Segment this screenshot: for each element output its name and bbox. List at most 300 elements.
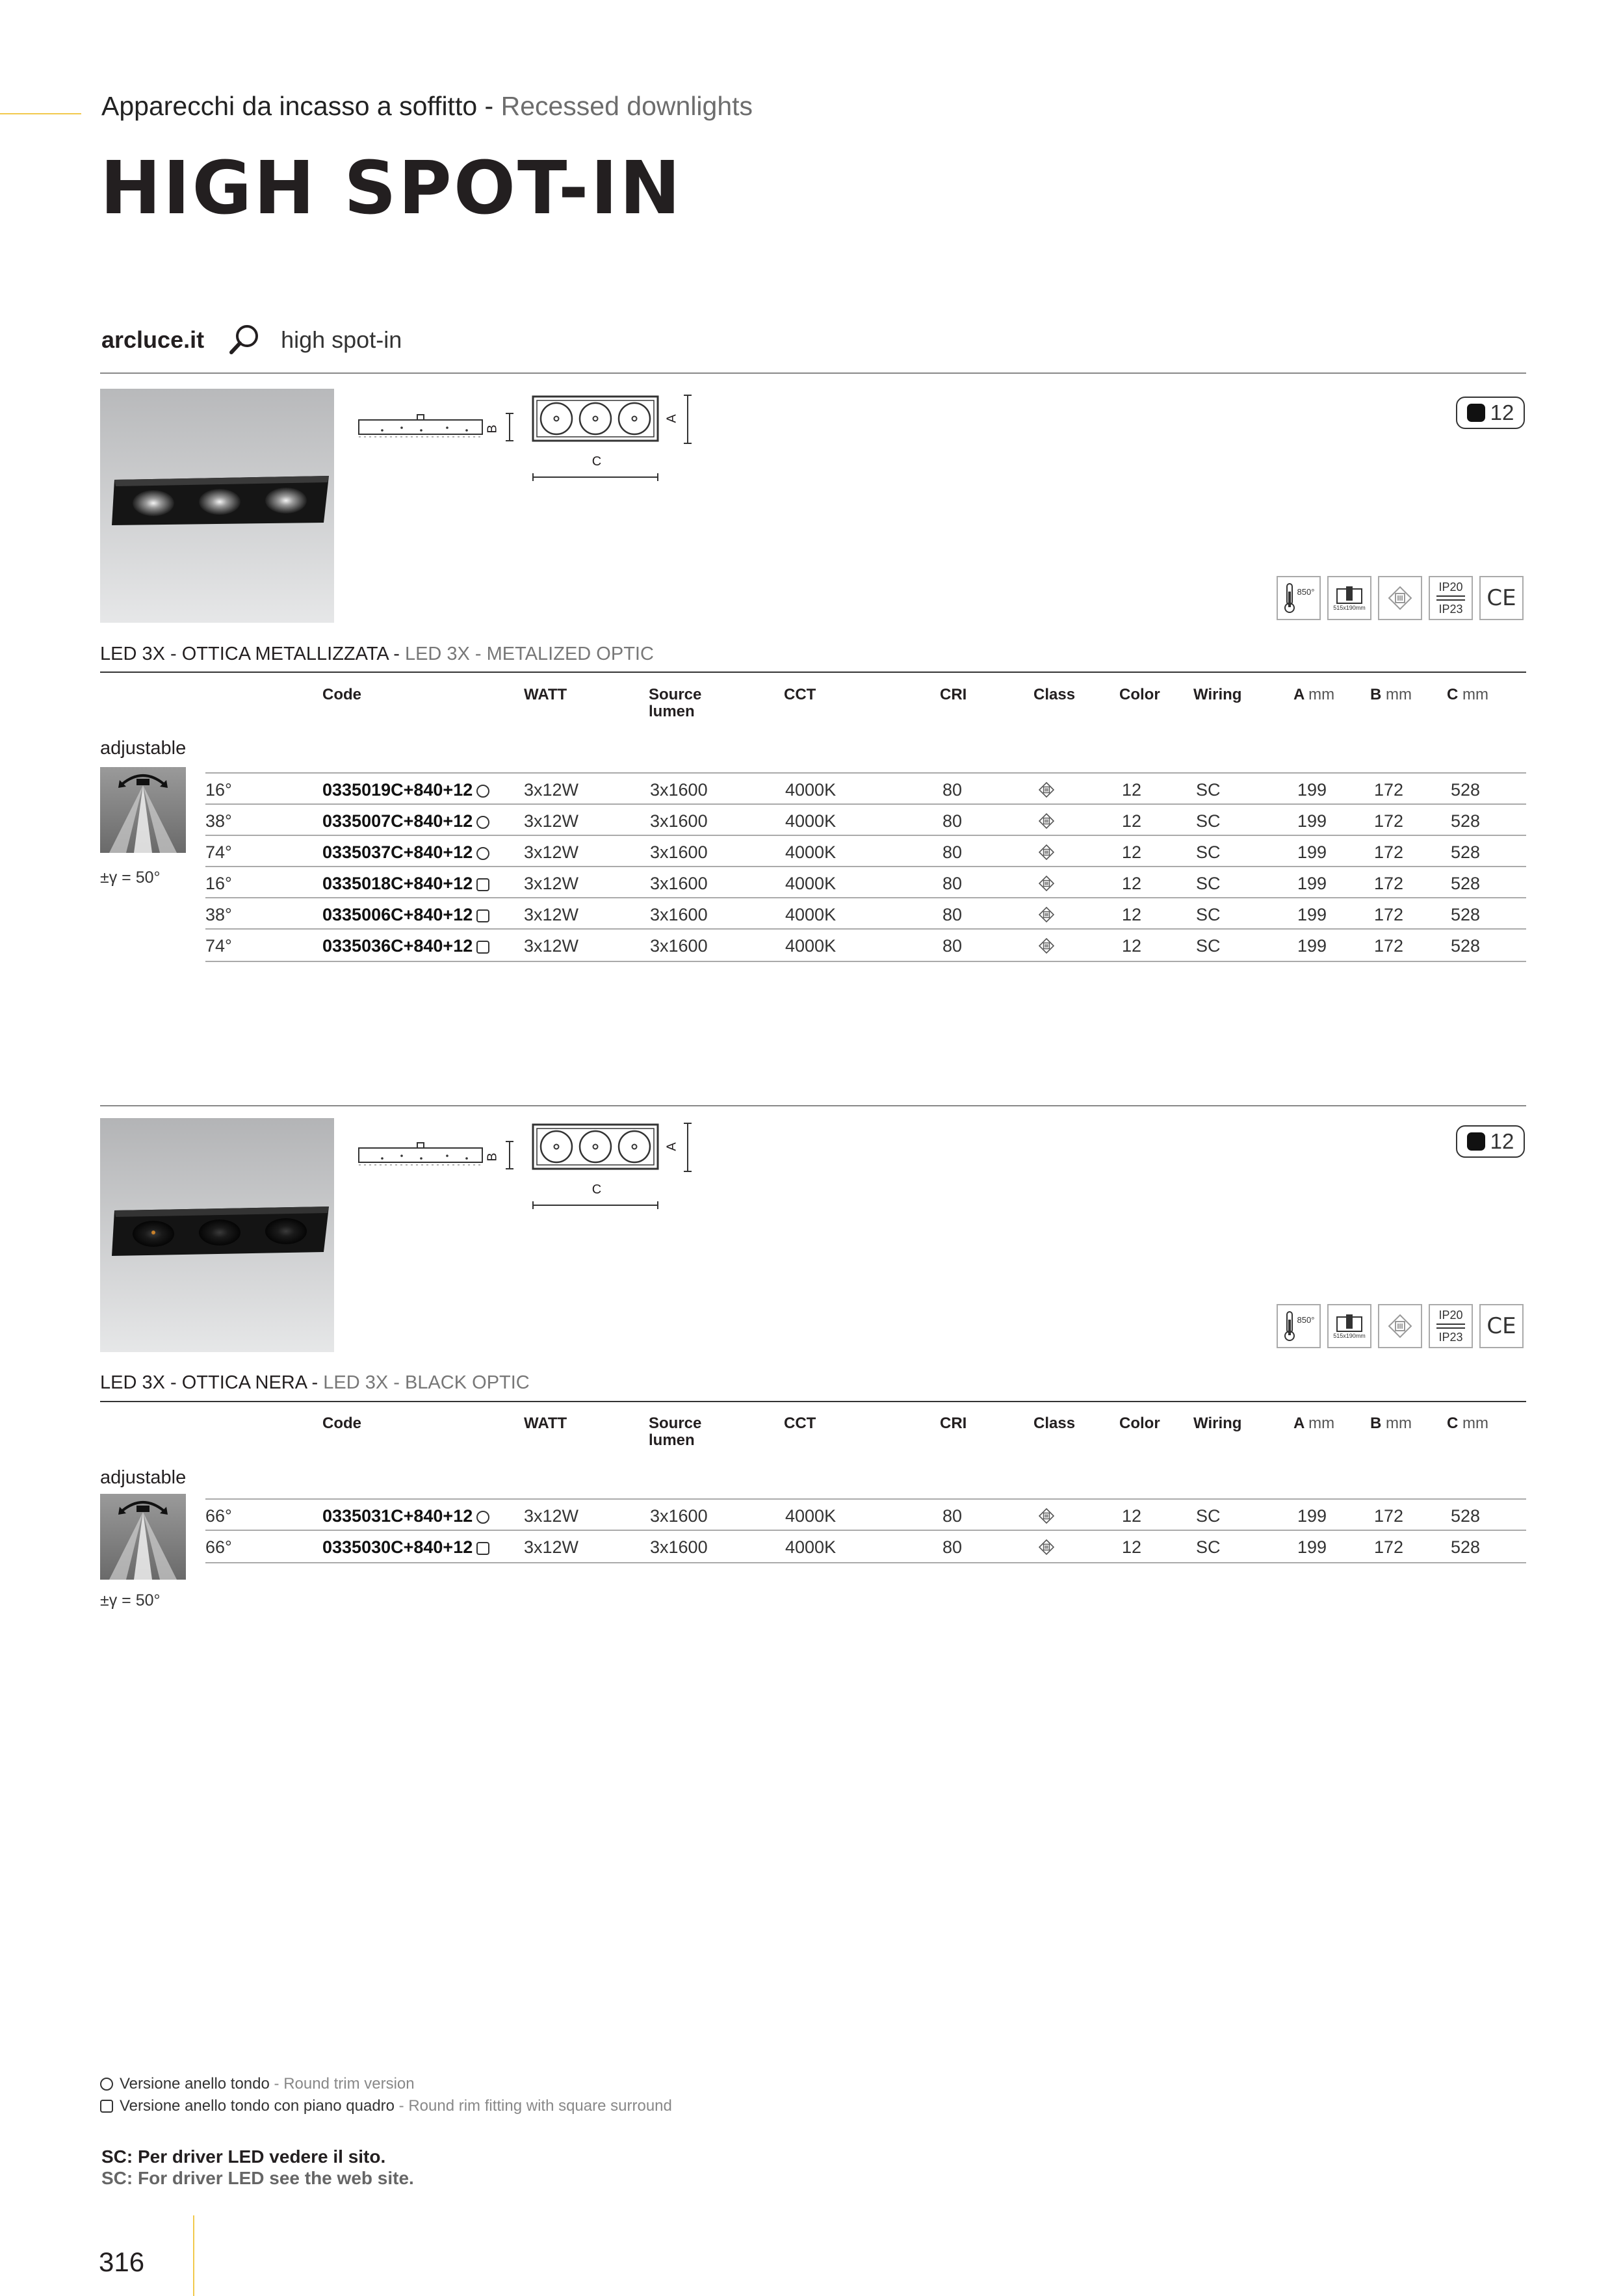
cell-watt (524, 811, 578, 831)
col-wiring: Wiring (1193, 686, 1242, 703)
round-trim-icon (476, 785, 489, 798)
cell-wiring (1196, 874, 1221, 894)
cell-watt (524, 842, 578, 863)
cell-wiring (1196, 811, 1221, 831)
table-row (205, 835, 1526, 867)
cell-lumen-text: 3x1600 (650, 1506, 708, 1526)
cell-code (322, 780, 489, 800)
cell-code-text: 0335031C+840+12 (322, 1506, 473, 1526)
temp-label: 850° (1297, 586, 1315, 597)
cell-code-text: 0335036C+840+12 (322, 936, 473, 956)
cell-cri (942, 936, 962, 956)
col-source-l1: Source (649, 686, 702, 703)
cell-angle-text: 38° (205, 905, 232, 924)
cell-a (1297, 1506, 1327, 1526)
col-source-l2: lumen (649, 1431, 695, 1449)
col-b (1370, 1415, 1412, 1432)
cell-wiring (1196, 936, 1221, 956)
cell-angle (205, 874, 232, 894)
cell-cri (942, 780, 962, 800)
legend-square-en: Round rim fitting with square surround (408, 2097, 672, 2115)
cell-cri (942, 1537, 962, 1558)
cell-c-text: 528 (1451, 1506, 1481, 1526)
divider (100, 1105, 1526, 1106)
table-row (205, 1498, 1526, 1531)
cell-c-text: 528 (1451, 874, 1481, 893)
cell-a-text: 199 (1297, 780, 1327, 800)
cell-lumen-text: 3x1600 (650, 905, 708, 924)
cell-watt (524, 780, 578, 800)
section-title-it: LED 3X - OTTICA METALLIZZATA (100, 644, 389, 664)
cell-color (1122, 936, 1141, 956)
col-source-l2: lumen (649, 703, 695, 720)
category-sep: - (477, 91, 501, 121)
note-it: SC: Per driver LED vedere il sito. (101, 2146, 386, 2167)
cell-c (1451, 874, 1480, 894)
cell-cct (785, 1506, 836, 1526)
cell-cri-text: 80 (942, 936, 963, 956)
legend-square (100, 2097, 672, 2115)
table-row (205, 866, 1526, 898)
cell-wiring-text: SC (1196, 811, 1221, 831)
round-trim-icon (476, 847, 489, 860)
col-c-label: C (1447, 1415, 1459, 1432)
cell-cri (942, 842, 962, 863)
cell-lumen-text: 3x1600 (650, 780, 708, 800)
cell-code-text: 0335037C+840+12 (322, 842, 473, 862)
dim-label-b: B (485, 424, 500, 434)
section-title-sep: - (388, 644, 405, 664)
cell-lumen (650, 780, 708, 800)
cell-watt (524, 1537, 578, 1558)
color-badge (1456, 1125, 1525, 1158)
cell-code-text: 0335030C+840+12 (322, 1537, 473, 1557)
cell-code (322, 905, 489, 925)
cell-watt (524, 936, 578, 956)
col-class: Class (1033, 686, 1076, 703)
cell-angle (205, 842, 232, 863)
section-title-sep: - (306, 1372, 324, 1393)
cell-watt-text: 3x12W (524, 842, 579, 862)
cell-code (322, 1537, 489, 1558)
cell-a-text: 199 (1297, 936, 1327, 956)
square-trim-icon (100, 2100, 113, 2113)
cell-code (322, 874, 489, 894)
cell-a (1297, 905, 1327, 925)
gamma-label: ±γ = 50° (100, 868, 161, 887)
cell-b-text: 172 (1374, 780, 1404, 800)
cell-a (1297, 874, 1327, 894)
cell-watt-text: 3x12W (524, 811, 579, 831)
cell-color-text: 12 (1122, 1506, 1142, 1526)
cell-angle (205, 905, 232, 925)
cell-c-text: 528 (1451, 905, 1481, 924)
cell-color (1122, 874, 1141, 894)
cutout-icon (1327, 1304, 1371, 1348)
dim-label-b: B (485, 1153, 500, 1162)
col-watt: WATT (524, 1415, 567, 1432)
ip-bottom: IP23 (1438, 603, 1463, 616)
temp-label: 850° (1297, 1314, 1315, 1325)
color-badge (1456, 397, 1525, 429)
cell-watt-text: 3x12W (524, 936, 579, 956)
cell-color-text: 12 (1122, 874, 1142, 893)
cell-cri-text: 80 (942, 842, 963, 862)
col-c (1447, 1415, 1488, 1432)
legend-round-sep: - (269, 2075, 284, 2093)
cell-b-text: 172 (1374, 874, 1404, 893)
cell-cri-text: 80 (942, 874, 963, 893)
ip-bottom: IP23 (1438, 1331, 1463, 1344)
cutout-size: 515x190mm (1333, 1333, 1366, 1339)
cell-cct-text: 4000K (785, 1506, 837, 1526)
cell-cct-text: 4000K (785, 780, 837, 800)
table-row (205, 772, 1526, 805)
cell-color (1122, 842, 1141, 863)
thermometer-icon (1277, 576, 1321, 620)
col-cct: CCT (784, 1415, 816, 1432)
cell-wiring-text: SC (1196, 780, 1221, 800)
cell-wiring-text: SC (1196, 842, 1221, 862)
cell-watt-text: 3x12W (524, 1537, 579, 1557)
cell-a (1297, 780, 1327, 800)
cell-lumen (650, 811, 708, 831)
cell-lumen (650, 1537, 708, 1558)
dimension-drawing (356, 1122, 694, 1213)
section-title-en: LED 3X - METALIZED OPTIC (404, 644, 654, 664)
cell-b (1374, 1537, 1403, 1558)
cell-a-text: 199 (1297, 905, 1327, 924)
cell-color-text: 12 (1122, 1537, 1142, 1557)
cell-a-text: 199 (1297, 874, 1327, 893)
ip-divider (1436, 595, 1465, 601)
square-trim-icon (476, 1542, 489, 1555)
cell-lumen (650, 874, 708, 894)
cell-c-text: 528 (1451, 842, 1481, 862)
col-b-label: B (1370, 1415, 1382, 1432)
square-trim-icon (476, 878, 489, 891)
col-c-label: C (1447, 686, 1459, 703)
beam-adjust-icon (100, 1494, 186, 1580)
ip-rating-icon (1429, 1304, 1473, 1348)
category-en: Recessed downlights (500, 91, 753, 121)
col-cri: CRI (940, 1415, 967, 1432)
class-icon (1378, 1304, 1422, 1348)
cell-a-text: 199 (1297, 1537, 1327, 1557)
ip-top: IP20 (1438, 581, 1463, 594)
legend-square-sep: - (395, 2097, 409, 2115)
class-icon (1039, 813, 1054, 829)
accent-line (0, 113, 81, 114)
section-title-en: LED 3X - BLACK OPTIC (323, 1372, 530, 1393)
cell-color-text: 12 (1122, 780, 1142, 800)
thermometer-icon (1277, 1304, 1321, 1348)
ce-mark-icon: CE (1479, 576, 1524, 620)
cell-a-text: 199 (1297, 842, 1327, 862)
section-title (100, 644, 654, 665)
section-title-it: LED 3X - OTTICA NERA (100, 1372, 307, 1393)
col-code: Code (322, 1415, 361, 1432)
table-row (205, 803, 1526, 836)
cell-angle-text: 16° (205, 874, 232, 893)
cell-c (1451, 1506, 1480, 1526)
cell-cct (785, 936, 836, 956)
cell-b (1374, 811, 1403, 831)
cell-wiring-text: SC (1196, 1537, 1221, 1557)
product-photo (100, 1118, 334, 1352)
cell-lumen-text: 3x1600 (650, 842, 708, 862)
cell-b (1374, 936, 1403, 956)
cell-watt-text: 3x12W (524, 780, 579, 800)
cell-wiring (1196, 780, 1221, 800)
product-photo (100, 389, 334, 623)
ip-rating-icon (1429, 576, 1473, 620)
cell-angle (205, 1506, 232, 1526)
col-cri: CRI (940, 686, 967, 703)
cell-lumen-text: 3x1600 (650, 1537, 708, 1557)
cell-b (1374, 874, 1403, 894)
col-source-l1: Source (649, 1415, 702, 1432)
round-trim-icon (100, 2078, 113, 2091)
search-keyword[interactable]: high spot-in (281, 326, 402, 353)
col-color: Color (1119, 686, 1160, 703)
cell-cri-text: 80 (942, 780, 963, 800)
col-b (1370, 686, 1412, 703)
cell-color-text: 12 (1122, 905, 1142, 924)
cell-code (322, 811, 489, 831)
col-source (649, 1415, 701, 1449)
col-c (1447, 686, 1488, 703)
cell-color (1122, 1506, 1141, 1526)
cell-lumen (650, 936, 708, 956)
cell-wiring-text: SC (1196, 1506, 1221, 1526)
page-number-accent (193, 2215, 194, 2296)
cell-a (1297, 936, 1327, 956)
col-watt: WATT (524, 686, 567, 703)
cell-wiring (1196, 1537, 1221, 1558)
cell-code-text: 0335007C+840+12 (322, 811, 473, 831)
dimension-drawing (356, 394, 694, 485)
class-icon (1039, 876, 1054, 891)
square-trim-icon (476, 909, 489, 922)
cell-cri (942, 1506, 962, 1526)
certification-icons (1277, 1304, 1524, 1348)
cell-cct (785, 1537, 836, 1558)
class-icon (1039, 782, 1054, 798)
gamma-label: ±γ = 50° (100, 1591, 161, 1610)
cell-a-text: 199 (1297, 1506, 1327, 1526)
col-wiring: Wiring (1193, 1415, 1242, 1432)
cell-code (322, 936, 489, 956)
beam-adjust-icon (100, 767, 186, 853)
col-source (649, 686, 701, 720)
cell-wiring-text: SC (1196, 905, 1221, 924)
cell-cct-text: 4000K (785, 874, 837, 893)
cell-lumen-text: 3x1600 (650, 811, 708, 831)
cell-lumen-text: 3x1600 (650, 874, 708, 893)
cell-cct (785, 780, 836, 800)
cell-c (1451, 780, 1480, 800)
cell-cct (785, 874, 836, 894)
cutout-size: 515x190mm (1333, 605, 1366, 611)
color-number: 12 (1490, 1129, 1514, 1153)
cell-c (1451, 936, 1480, 956)
cell-angle-text: 38° (205, 811, 232, 831)
cell-wiring-text: SC (1196, 936, 1221, 956)
cell-c-text: 528 (1451, 811, 1481, 831)
cell-cct (785, 905, 836, 925)
cell-c-text: 528 (1451, 1537, 1481, 1557)
cell-wiring (1196, 1506, 1221, 1526)
cell-code (322, 842, 489, 863)
col-color: Color (1119, 1415, 1160, 1432)
cell-lumen (650, 1506, 708, 1526)
ip-top: IP20 (1438, 1309, 1463, 1322)
search-icon[interactable] (227, 323, 261, 357)
page-number: 316 (99, 2247, 145, 2277)
cell-cri (942, 874, 962, 894)
cell-b-text: 172 (1374, 1506, 1404, 1526)
cell-cri-text: 80 (942, 1506, 963, 1526)
cell-code-text: 0335006C+840+12 (322, 905, 473, 924)
col-b-unit: mm (1386, 686, 1412, 703)
cell-b (1374, 1506, 1403, 1526)
col-a-unit: mm (1308, 686, 1335, 703)
cell-c (1451, 811, 1480, 831)
cell-code (322, 1506, 489, 1526)
class-icon (1039, 938, 1054, 954)
cell-lumen (650, 905, 708, 925)
col-a-unit: mm (1308, 1415, 1335, 1432)
table-header (100, 686, 1526, 725)
cell-color-text: 12 (1122, 936, 1142, 956)
class-icon (1039, 844, 1054, 860)
class-icon (1039, 907, 1054, 922)
class-icon (1378, 576, 1422, 620)
cell-watt-text: 3x12W (524, 1506, 579, 1526)
table-row (205, 928, 1526, 962)
legend-round-it: Versione anello tondo (120, 2075, 270, 2093)
dim-label-c: C (591, 1182, 602, 1197)
cell-a (1297, 811, 1327, 831)
site-link[interactable]: arcluce.it (101, 326, 205, 353)
cell-c-text: 528 (1451, 936, 1481, 956)
cell-b (1374, 905, 1403, 925)
cell-cct-text: 4000K (785, 936, 837, 956)
col-code: Code (322, 686, 361, 703)
class-icon (1039, 1539, 1054, 1555)
cell-cct-text: 4000K (785, 811, 837, 831)
section-title (100, 1372, 530, 1394)
cell-b (1374, 780, 1403, 800)
cell-code-text: 0335019C+840+12 (322, 780, 473, 800)
category-it: Apparecchi da incasso a soffitto (101, 91, 478, 121)
cell-wiring-text: SC (1196, 874, 1221, 893)
col-a (1293, 1415, 1334, 1432)
cell-cct-text: 4000K (785, 1537, 837, 1557)
cell-watt (524, 1506, 578, 1526)
cell-b-text: 172 (1374, 842, 1404, 862)
dim-label-a: A (664, 1142, 679, 1151)
page-title: HIGH SPOT-IN (100, 146, 682, 231)
cell-cri (942, 905, 962, 925)
square-trim-icon (476, 941, 489, 954)
cell-b-text: 172 (1374, 905, 1404, 924)
cell-lumen-text: 3x1600 (650, 936, 708, 956)
cell-c-text: 528 (1451, 780, 1481, 800)
table-row (205, 1530, 1526, 1563)
note-en: SC: For driver LED see the web site. (101, 2168, 414, 2188)
adjustable-label: adjustable (100, 1467, 187, 1488)
color-number: 12 (1490, 400, 1514, 424)
cell-watt-text: 3x12W (524, 905, 579, 924)
cell-angle-text: 16° (205, 780, 232, 800)
cell-wiring (1196, 842, 1221, 863)
cell-c (1451, 905, 1480, 925)
cell-angle (205, 936, 232, 956)
cell-b-text: 172 (1374, 1537, 1404, 1557)
cell-watt-text: 3x12W (524, 874, 579, 893)
dim-label-a: A (664, 414, 679, 423)
table-top-rule (100, 672, 1526, 673)
dim-label-c: C (591, 454, 602, 469)
cell-wiring (1196, 905, 1221, 925)
cell-cri-text: 80 (942, 1537, 963, 1557)
cell-cri-text: 80 (942, 811, 963, 831)
cell-angle-text: 66° (205, 1506, 232, 1526)
col-b-label: B (1370, 686, 1382, 703)
cell-watt (524, 874, 578, 894)
divider (100, 372, 1526, 374)
cell-c (1451, 842, 1480, 863)
cell-cri (942, 811, 962, 831)
certification-icons (1277, 576, 1524, 620)
cutout-icon (1327, 576, 1371, 620)
table-row (205, 897, 1526, 930)
cell-cct (785, 811, 836, 831)
cell-b-text: 172 (1374, 811, 1404, 831)
legend-round (100, 2075, 415, 2093)
cell-watt (524, 905, 578, 925)
col-a-label: A (1293, 686, 1305, 703)
round-trim-icon (476, 816, 489, 829)
cell-c (1451, 1537, 1480, 1558)
ce-mark-icon: CE (1479, 1304, 1524, 1348)
col-class: Class (1033, 1415, 1076, 1432)
cell-color (1122, 905, 1141, 925)
class-icon (1039, 1508, 1054, 1524)
table-header (100, 1415, 1526, 1454)
col-cct: CCT (784, 686, 816, 703)
search-row (101, 322, 402, 358)
cell-angle (205, 1537, 232, 1558)
ip-divider (1436, 1324, 1465, 1329)
col-a-label: A (1293, 1415, 1305, 1432)
cell-cct-text: 4000K (785, 905, 837, 924)
category-line (101, 91, 753, 122)
cell-color (1122, 780, 1141, 800)
cell-a (1297, 1537, 1327, 1558)
table-top-rule (100, 1401, 1526, 1402)
cell-lumen (650, 842, 708, 863)
color-swatch (1467, 1132, 1485, 1151)
col-c-unit: mm (1462, 686, 1488, 703)
col-b-unit: mm (1386, 1415, 1412, 1432)
cell-cct-text: 4000K (785, 842, 837, 862)
cell-a-text: 199 (1297, 811, 1327, 831)
cell-b (1374, 842, 1403, 863)
cell-angle-text: 66° (205, 1537, 232, 1557)
